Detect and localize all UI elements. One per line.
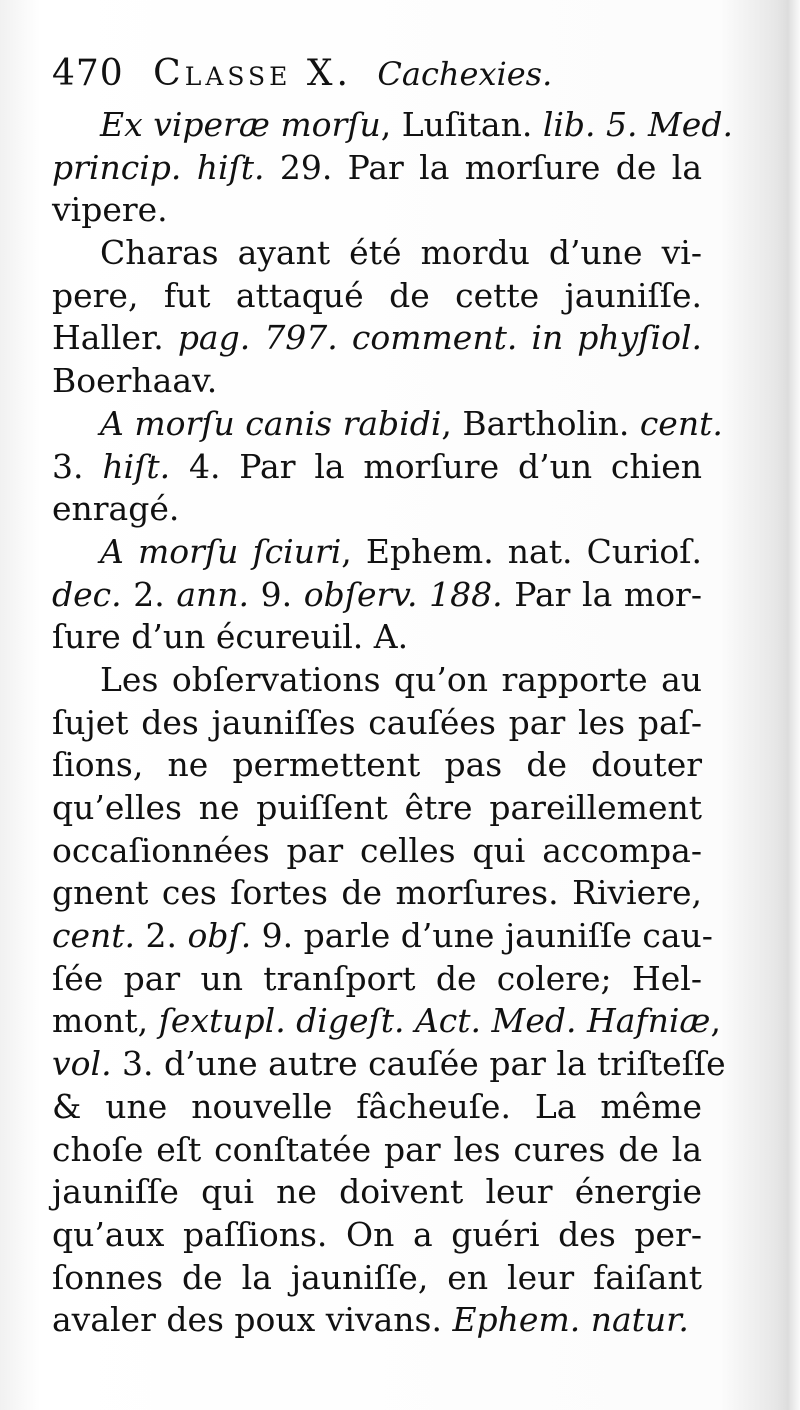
- text-segment: Par la mor-: [502, 574, 702, 614]
- text-line: [52, 1257, 702, 1300]
- text-line: [52, 317, 702, 360]
- text-line: [52, 531, 702, 574]
- text-line: [52, 830, 702, 873]
- text-segment: ,: [710, 1001, 721, 1041]
- page-body-text: [52, 104, 733, 1342]
- text-line: [52, 232, 702, 275]
- text-line: [52, 1086, 702, 1129]
- text-line: [52, 574, 702, 617]
- text-segment: 2.: [135, 916, 188, 956]
- italic-text-segment: princip. hiſt.: [52, 147, 265, 187]
- text-segment: , Ephem. nat. Curioſ.: [341, 531, 702, 571]
- text-line: [52, 702, 702, 745]
- text-line: [52, 915, 713, 958]
- text-segment: 3.: [52, 446, 103, 486]
- text-line: [52, 1299, 702, 1342]
- text-segment: ſions, ne permettent pas de douter: [52, 745, 702, 785]
- text-line: [52, 616, 702, 659]
- italic-text-segment: dec.: [52, 574, 122, 614]
- text-line: [52, 744, 702, 787]
- text-segment: Haller.: [52, 318, 178, 358]
- text-segment: choſe eſt conſtatée par les cures de la: [52, 1129, 702, 1169]
- text-segment: ſure d’un écureuil. A.: [52, 617, 409, 657]
- text-segment: vipere.: [52, 190, 168, 230]
- text-line: [52, 787, 702, 830]
- text-segment: ſonnes de la jauniſſe, en leur faiſant: [52, 1257, 702, 1297]
- text-segment: & une nouvelle fâcheuſe. La même: [52, 1086, 702, 1126]
- header-classe: Classe X.: [153, 53, 352, 94]
- text-segment: Les obſervations qu’on rapporte au: [100, 659, 702, 699]
- text-line: [52, 403, 723, 446]
- text-line: [52, 1129, 702, 1172]
- text-segment: 9.: [249, 574, 304, 614]
- italic-text-segment: lib. 5. Med.: [542, 105, 733, 144]
- text-segment: ſée par un tranſport de colere; Hel-: [52, 958, 702, 998]
- text-segment: 4. Par la morſure d’un chien: [170, 446, 702, 486]
- page-number: 470: [52, 53, 124, 94]
- text-line: [52, 958, 702, 1001]
- text-segment: mont,: [52, 1001, 159, 1041]
- text-segment: gnent ces ſortes de morſures. Riviere,: [52, 873, 702, 913]
- text-segment: occaſionnées par celles qui accompa-: [52, 830, 702, 870]
- text-line: [52, 1043, 726, 1086]
- italic-text-segment: A morſu canis rabidi: [100, 403, 442, 443]
- text-line: [52, 360, 702, 403]
- text-segment: 29. Par la morſure de la: [264, 147, 702, 187]
- italic-text-segment: ſextupl. digeſt. Act. Med. Hafniæ: [158, 1001, 711, 1041]
- italic-text-segment: cent.: [639, 403, 723, 443]
- text-segment: enragé.: [52, 489, 180, 529]
- text-line: [52, 104, 733, 147]
- text-line: [52, 275, 702, 318]
- text-line: [52, 446, 702, 489]
- italic-text-segment: Ex viperæ morſu: [100, 105, 381, 144]
- text-line: [52, 659, 702, 702]
- italic-text-segment: obſerv. 188.: [303, 574, 503, 614]
- text-segment: 9. parle d’une jauniſſe cau-: [251, 916, 713, 956]
- italic-text-segment: cent.: [52, 916, 136, 956]
- text-segment: , Bartholin.: [441, 403, 640, 443]
- italic-text-segment: pag.: [177, 318, 251, 358]
- italic-text-segment: 797. comment. in phyſiol.: [264, 318, 702, 358]
- text-segment: qu’elles ne puiſſent être pareillement: [52, 788, 702, 827]
- italic-text-segment: hiſt.: [102, 446, 171, 486]
- text-segment: 2.: [121, 574, 177, 614]
- text-segment: Charas ayant été mordu d’une vi-: [100, 233, 702, 273]
- running-header: [52, 52, 552, 96]
- italic-text-segment: vol.: [52, 1044, 112, 1084]
- text-line: [52, 189, 702, 232]
- italic-text-segment: Ephem. natur.: [452, 1300, 689, 1340]
- text-line: [52, 488, 702, 531]
- italic-text-segment: obſ.: [187, 916, 252, 956]
- text-segment: Boerhaav.: [52, 361, 218, 401]
- text-line: [52, 872, 702, 915]
- text-segment: jauniſſe qui ne doivent leur énergie: [52, 1172, 702, 1212]
- text-segment: , Luſitan.: [380, 105, 543, 144]
- italic-text-segment: ann.: [176, 574, 250, 614]
- header-topic: Cachexies.: [377, 55, 553, 93]
- text-segment: 3. d’une autre cauſée par la triſteſſe: [111, 1044, 726, 1084]
- text-line: [52, 1171, 702, 1214]
- italic-text-segment: A morſu ſciuri: [100, 531, 342, 571]
- text-segment: qu’aux paſſions. On a guéri des per-: [52, 1214, 702, 1254]
- text-line: [52, 147, 702, 190]
- text-line: [52, 1000, 721, 1043]
- page-gutter-shadow: [770, 0, 800, 1410]
- text-line: [52, 1214, 702, 1257]
- text-segment: ſujet des jauniſſes cauſées par les paſ-: [52, 702, 702, 742]
- text-segment: avaler des poux vivans.: [52, 1300, 453, 1340]
- text-segment: pere, fut attaqué de cette jauniſſe.: [52, 275, 702, 315]
- text-segment: [250, 318, 264, 357]
